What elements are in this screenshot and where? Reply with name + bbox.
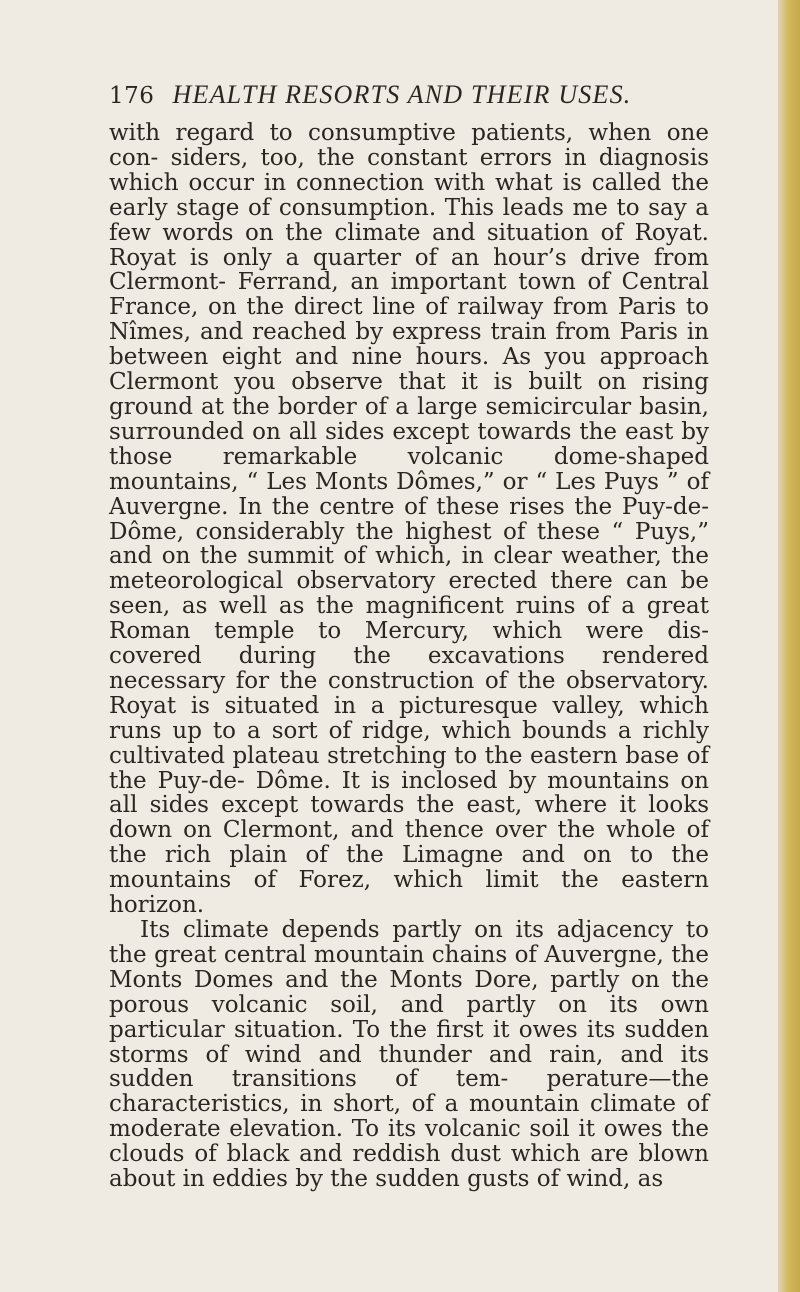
running-head (109, 80, 709, 116)
gilt-page-edge (778, 0, 800, 1292)
body-text (109, 121, 709, 1192)
paragraph-2: Its climate depends partly on its adjacency to the great central mountain chains of Auvergne, the Monts Domes and the Monts Dore, partly on the porous volcanic soil, and partly on its own particular situation. To the first it owes its sudden storms of wind and thunder and rain, and its sudden transitions of tem- perature—the characteristics, in short, of a mountain climate of moderate elevation. To its volcanic soil it owes the clouds of black and reddish dust which are blown about in eddies by the sudden gusts of wind, as (109, 917, 709, 1193)
running-title: HEALTH RESORTS AND THEIR USES. (172, 80, 632, 109)
page-number: 176 (109, 83, 155, 109)
paragraph-1: with regard to consumptive patients, when one con- siders, too, the constant errors in diagnosis which occur in connection with what is called the early stage of consumption. This leads me to say a few words on the climate and situation of Royat. Royat is only a quarter of an hour’s drive from Clermont- Ferrand, an important town of Central France, on the direct line of railway from Paris to Nîmes, and reached by express train from Paris in between eight and nine hours. As you approach Clermont you observe that it is built on rising ground at the border of a large semicircular basin, surrounded on all sides except towards the east by those remarkable volcanic dome-shaped mountains, “ Les Monts Dômes,” or “ Les Puys ” of Auvergne. In the centre of these rises the Puy-de-Dôme, considerably the highest of these “ Puys,” and on the summit of which, in clear weather, the meteorological observatory erected there can be seen, as well as the magnificent ruins of a great Roman temple to Mercury, which were dis- covered during the excavations rendered necessary for the construction of the observatory. Royat is situated in a picturesque valley, which runs up to a sort of ridge, which bounds a richly cultivated plateau stretching to the eastern base of the Puy-de- Dôme. It is inclosed by mountains on all sides except towards the east, where it looks down on Clermont, and thence over the whole of the rich plain of the Limagne and on to the mountains of Forez, which limit the eastern horizon. (109, 120, 709, 919)
